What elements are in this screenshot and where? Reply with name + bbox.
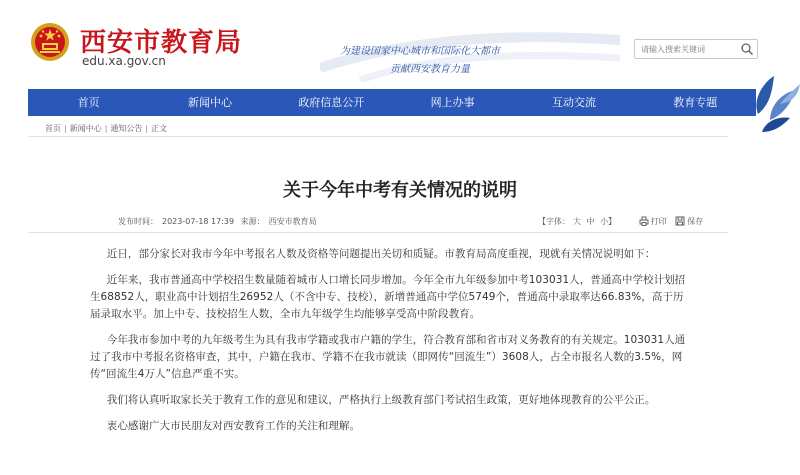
font-size-label: 【字体： xyxy=(538,217,570,226)
article-paragraph: 今年我市参加中考的九年级考生为具有我市学籍或我市户籍的学生，符合教育部和省市对义务教育的有关规定。103031人通过了我市中考报名资格审查，其中，户籍在我市、学籍不在我市就读（即网传“回流生”）3608人，占全市报名人数的3.5%，网传“回流生4万人”信息严重不实。 xyxy=(90,334,686,380)
nav-item-online-services[interactable]: 网上办事 xyxy=(430,96,475,109)
article-title: 关于今年中考有关情况的说明 xyxy=(283,180,517,201)
save-button[interactable] xyxy=(675,217,703,226)
breadcrumb-home[interactable]: 首页 xyxy=(45,124,61,133)
site-title[interactable]: 西安市教育局 xyxy=(80,28,243,58)
save-label: 保存 xyxy=(687,217,704,226)
national-emblem-icon[interactable] xyxy=(30,22,70,62)
article-body xyxy=(90,246,690,444)
leaf-decoration-icon xyxy=(750,74,800,136)
breadcrumb-separator: | xyxy=(64,124,67,133)
article-paragraph: 近日，部分家长对我市今年中考报名人数及资格等问题提出关切和质疑。市教育局高度重视，现就有关情况说明如下： xyxy=(106,248,656,260)
print-label: 打印 xyxy=(650,217,667,226)
article-paragraph: 衷心感谢广大市民朋友对西安教育工作的关注和理解。 xyxy=(106,420,360,432)
slogan-line-2: 贡献西安教育力量 xyxy=(390,64,470,75)
nav-item-home[interactable]: 首页 xyxy=(77,96,100,109)
source-label: 来源： xyxy=(240,217,265,226)
article-paragraph: 近年来，我市普通高中学校招生数量随着城市人口增长同步增加。今年全市九年级参加中考103031人，普通高中学校计划招生68852人，职业高中计划招生26952人（不含中专、技校），新增普通高中学位5749个，普通高中录取率达66.83%，高于历届录取水平。加上中专、技校招生人数，全市九年级学生均能够享受高中阶段教育。 xyxy=(90,274,686,320)
breadcrumb-current: 正文 xyxy=(151,124,168,133)
search-box xyxy=(634,39,758,59)
main-nav xyxy=(28,89,756,116)
font-small-button[interactable]: 小 xyxy=(600,217,609,226)
nav-item-news[interactable]: 新闻中心 xyxy=(187,96,232,109)
article-paragraph: 我们将认真听取家长关于教育工作的意见和建议，严格执行上级教育部门考试招生政策，更好地体现教育的公平公正。 xyxy=(106,394,656,406)
breadcrumb-divider xyxy=(28,136,728,137)
meta-divider xyxy=(28,232,728,233)
slogan-line-1: 为建设国家中心城市和国际化大都市 xyxy=(340,46,500,57)
breadcrumb xyxy=(45,123,167,134)
nav-item-interaction[interactable]: 互动交流 xyxy=(551,96,596,109)
breadcrumb-separator: | xyxy=(104,124,108,133)
nav-item-education-topics[interactable]: 教育专题 xyxy=(673,96,718,109)
font-size-label-close: 】 xyxy=(608,217,617,226)
site-domain: edu.xa.gov.cn xyxy=(82,54,166,68)
printer-icon xyxy=(639,216,649,226)
breadcrumb-separator: | xyxy=(145,124,149,133)
search-input[interactable] xyxy=(635,40,737,58)
publish-time-label: 发布时间： xyxy=(118,217,158,226)
font-large-button[interactable]: 大 xyxy=(573,217,581,226)
search-icon[interactable] xyxy=(740,42,754,56)
publish-time: 2023-07-18 17:39 xyxy=(162,217,235,226)
article-meta xyxy=(118,216,321,227)
save-icon xyxy=(675,216,685,226)
breadcrumb-news[interactable]: 新闻中心 xyxy=(69,124,102,133)
breadcrumb-notices[interactable]: 通知公告 xyxy=(110,124,143,133)
font-medium-button[interactable]: 中 xyxy=(586,217,595,226)
article-tools xyxy=(538,216,703,227)
nav-item-gov-info[interactable]: 政府信息公开 xyxy=(298,96,365,109)
print-button[interactable] xyxy=(639,217,670,226)
site-header xyxy=(0,0,800,88)
article-source: 西安市教育局 xyxy=(268,217,317,226)
